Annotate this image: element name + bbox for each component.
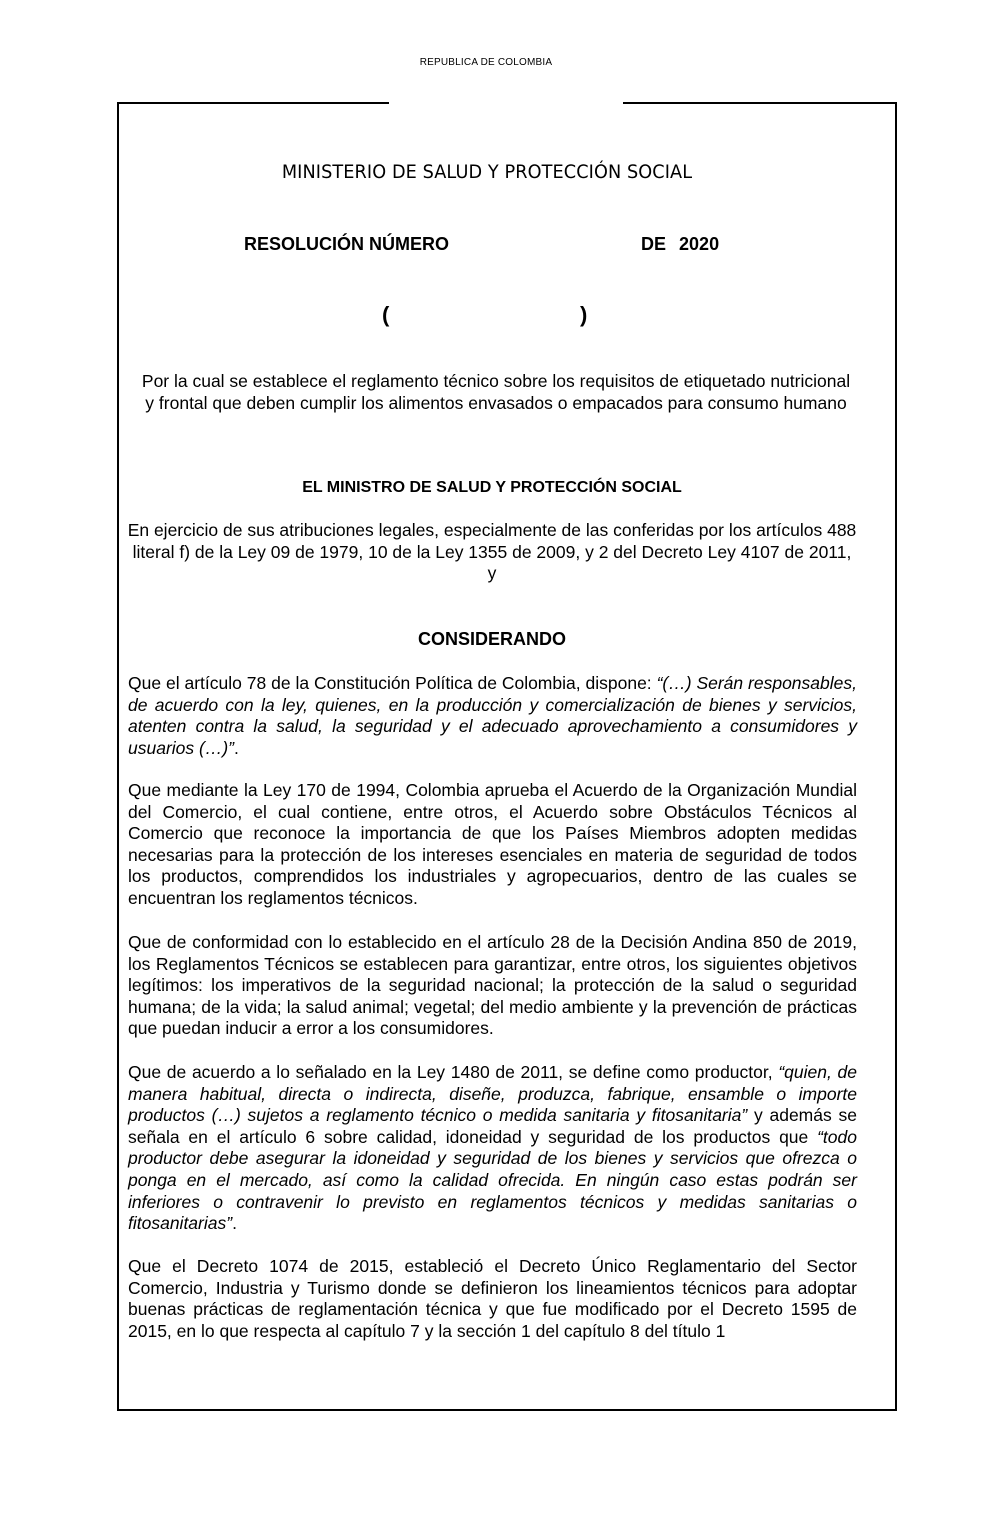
considerando-paragraph-3: Que de conformidad con lo establecido en el artículo 28 de la Decisión Andina 850 de 2019, los Reglamentos Técnicos se establecen para garantizar, entre otros, los siguientes objetivos legítimos: los imperativos de la seguridad nacional; la protección de la salud o seguridad humana; de la vida; la salud animal; vegetal; del medio ambiente y la prevención de prácticas que puedan inducir a error a los consumidores. <box>128 932 857 1039</box>
considerando-paragraph-1 <box>128 673 857 759</box>
paragraph-text: Que de acuerdo a lo señalado en la Ley 1480 de 2011, se define como productor, <box>128 1062 779 1082</box>
considerando-paragraph-2: Que mediante la Ley 170 de 1994, Colombia aprueba el Acuerdo de la Organización Mundial del Comercio, el cual contiene, entre otros, el Acuerdo sobre Obstáculos Técnicos al Comercio que reconoce la importancia de que los Países Miembros adopten medidas necesarias para la protección de los intereses esenciales en materia de seguridad de todos los productos, comprendidos los industriales y agropecuarios, dentro de las cuales se encuentran los reglamentos técnicos. <box>128 780 857 908</box>
paragraph-text: Que el artículo 78 de la Constitución Política de Colombia, dispone: <box>128 673 657 693</box>
minister-heading: EL MINISTRO DE SALUD Y PROTECCIÓN SOCIAL <box>302 479 682 496</box>
header-country: REPUBLICA DE COLOMBIA <box>419 57 553 68</box>
resolution-date <box>641 234 719 255</box>
considerando-paragraph-5: Que el Decreto 1074 de 2015, estableció el Decreto Único Reglamentario del Sector Comercio, Industria y Turismo donde se definieron los lineamientos técnicos para adoptar buenas prácticas de reglamentación técnica y que fue modificado por el Decreto 1595 de 2015, en lo que respecta al capítulo 7 y la sección 1 del capítulo 8 del título 1 <box>128 1256 857 1341</box>
paragraph-text: y además se señala en el artículo 6 sobre calidad, idoneidad y seguridad de los productos que <box>128 1105 857 1147</box>
paragraph-text: . <box>232 1213 237 1234</box>
paragraph-quote: “todo productor debe asegurar la idoneidad y seguridad de los bienes y servicios que ofrezca o ponga en el mercado, así como la calidad ofrecida. En ningún caso estas podrán ser inferiores o contravenir lo previsto en reglamentos técnicos y medidas sanitarias o fitosanitarias” <box>128 1126 857 1234</box>
exercise-clause: En ejercicio de sus atribuciones legales, especialmente de las conferidas por los artículos 488 literal f) de la Ley 09 de 1979, 10 de la Ley 1355 de 2009, y 2 del Decreto Ley 4107 de 2011, y <box>127 520 857 583</box>
resolution-subject: Por la cual se establece el reglamento técnico sobre los requisitos de etiquetado nutricional y frontal que deben cumplir los alimentos envasados o empacados para consumo humano <box>141 371 851 413</box>
paren-close: ) <box>580 302 588 327</box>
resolution-de-label: DE <box>641 234 667 254</box>
paragraph-quote: “(…) Serán responsables, de acuerdo con la ley, quienes, en la producción y comercialización de bienes y servicios, atenten contra la salud, la seguridad y el adecuado aprovechamiento a consumidores y usuarios (…)” <box>128 673 857 758</box>
paren-open: ( <box>382 302 390 327</box>
resolution-number-label: RESOLUCIÓN NÚMERO <box>244 234 450 254</box>
ministry-title: MINISTERIO DE SALUD Y PROTECCIÓN SOCIAL <box>281 161 693 183</box>
resolution-year: 2020 <box>679 234 720 254</box>
paragraph-quote: “quien, de manera habitual, directa o indirecta, diseñe, produzca, fabrique, ensamble o importe productos (…) sujetos a reglamento técnico o medida sanitaria y fitosanitaria” <box>128 1062 857 1126</box>
paragraph-text: . <box>234 737 239 758</box>
considerando-paragraph-4 <box>128 1062 857 1235</box>
considerando-heading: CONSIDERANDO <box>417 629 566 649</box>
